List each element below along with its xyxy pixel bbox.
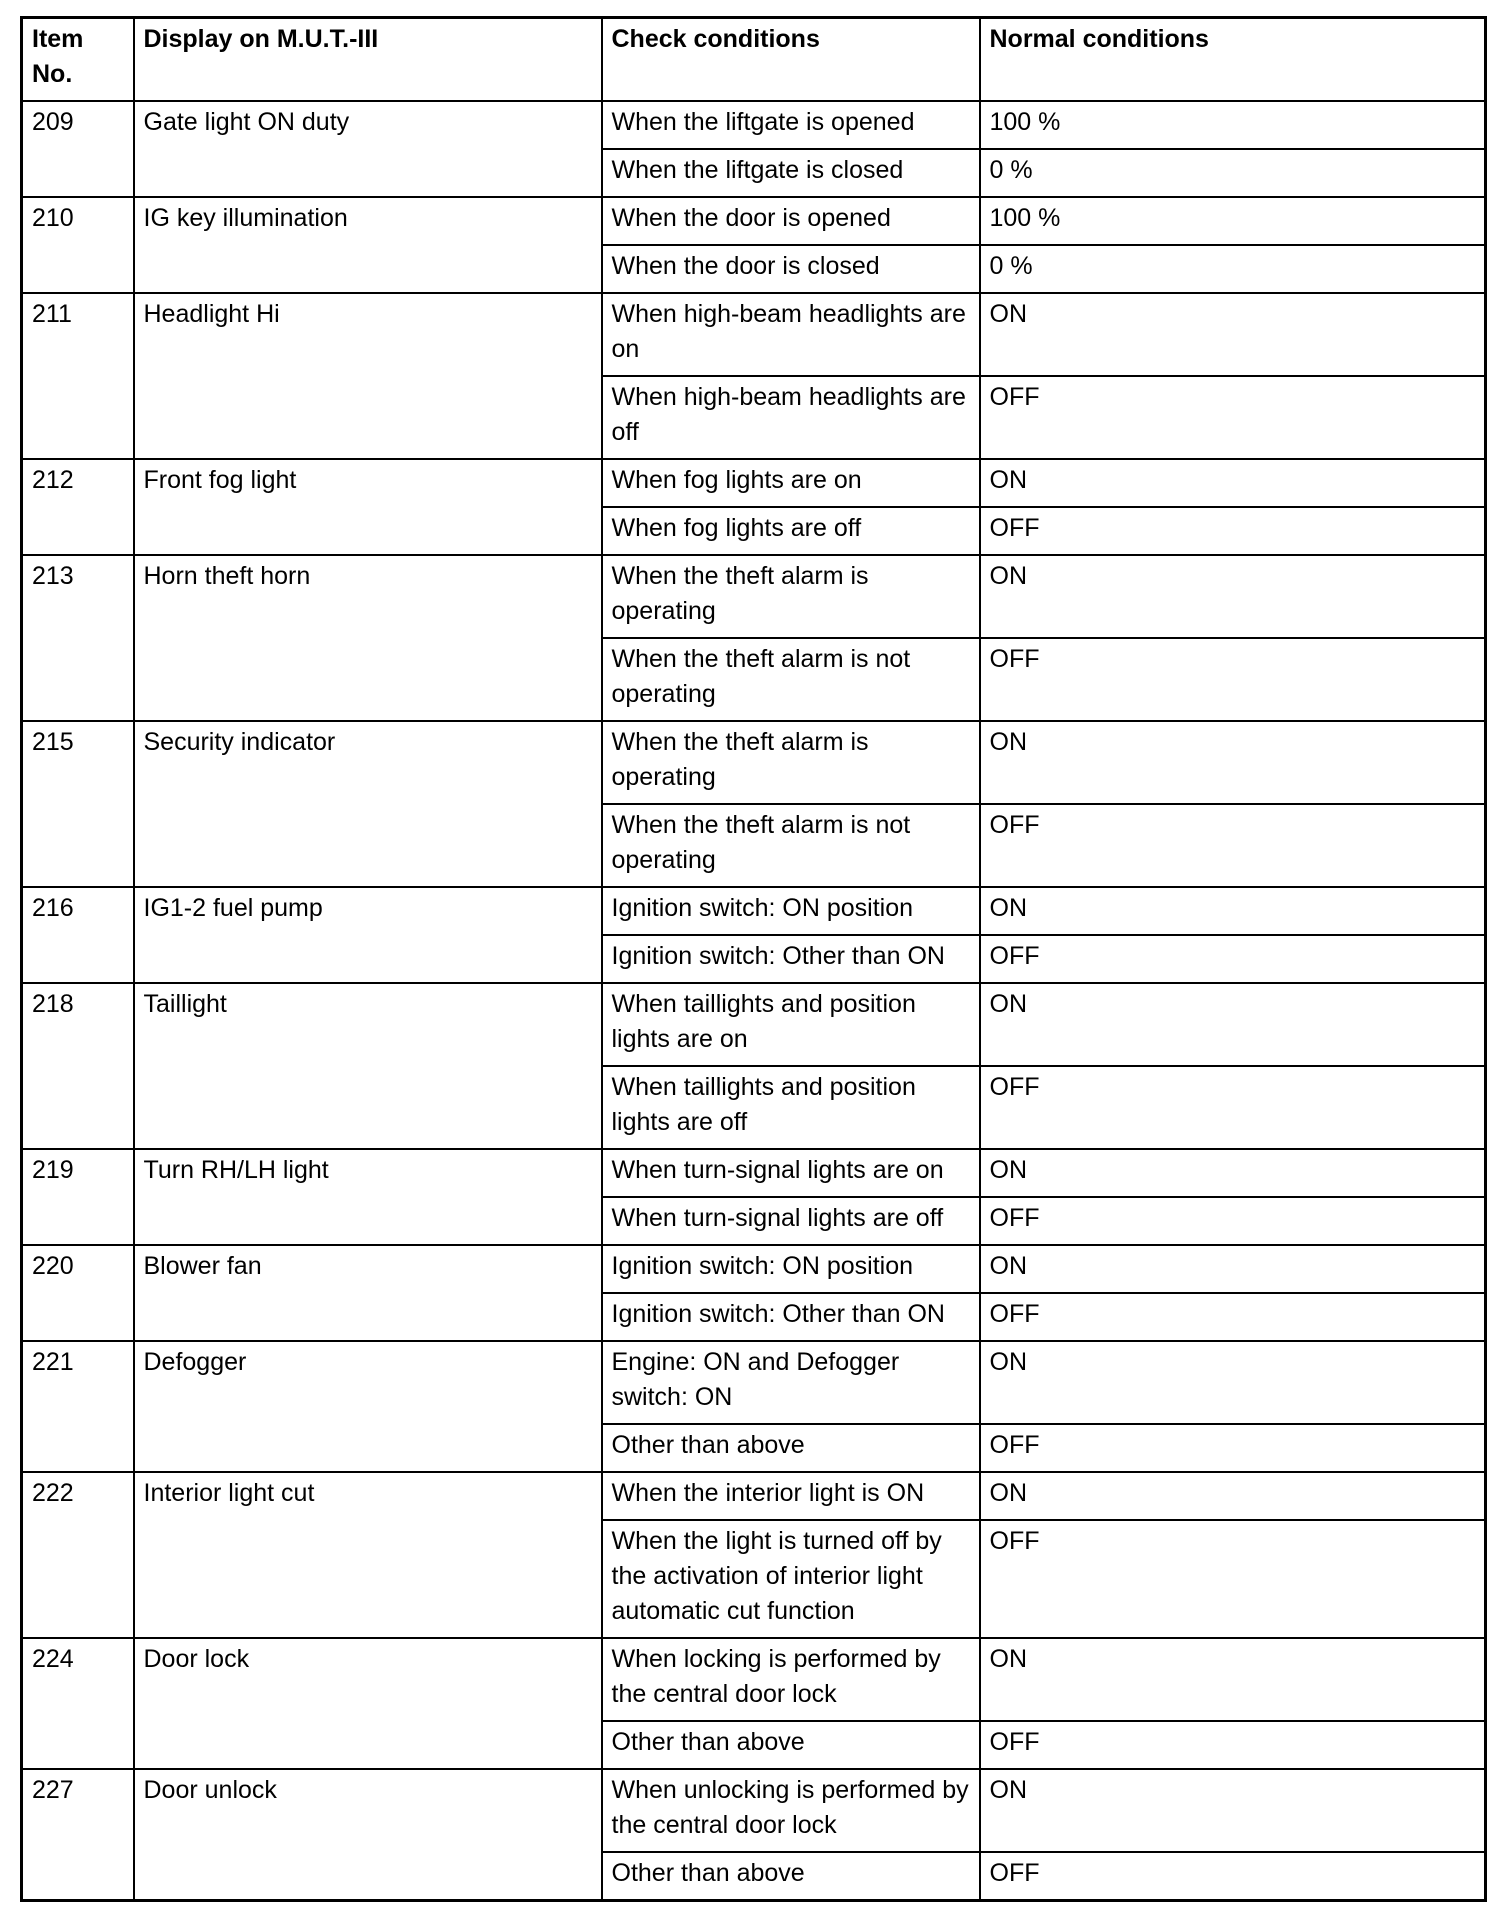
table-row [22, 101, 1486, 149]
check-condition-cell: When the theft alarm is operating [602, 721, 980, 804]
check-condition-cell: When the liftgate is closed [602, 149, 980, 197]
normal-condition-cell: ON [980, 1472, 1486, 1520]
table-row [22, 459, 1486, 507]
normal-condition-cell: 100 % [980, 101, 1486, 149]
normal-condition-cell: OFF [980, 1293, 1486, 1341]
item-no-cell: 220 [22, 1245, 134, 1341]
check-condition-cell: When the theft alarm is operating [602, 555, 980, 638]
check-condition-cell: When the light is turned off by the activation of interior light automatic cut function [602, 1520, 980, 1638]
check-condition-cell: When the door is closed [602, 245, 980, 293]
item-no-cell: 219 [22, 1149, 134, 1245]
table-row [22, 555, 1486, 638]
display-name-cell: Defogger [134, 1341, 602, 1472]
normal-condition-cell: OFF [980, 1424, 1486, 1472]
item-no-cell: 227 [22, 1769, 134, 1901]
item-no-cell: 209 [22, 101, 134, 197]
normal-condition-cell: ON [980, 983, 1486, 1066]
display-name-cell: Front fog light [134, 459, 602, 555]
normal-condition-cell: OFF [980, 1721, 1486, 1769]
display-name-cell: IG1-2 fuel pump [134, 887, 602, 983]
normal-condition-cell: ON [980, 555, 1486, 638]
normal-condition-cell: ON [980, 1769, 1486, 1852]
item-no-cell: 221 [22, 1341, 134, 1472]
header-row [22, 18, 1486, 102]
check-condition-cell: When unlocking is performed by the central door lock [602, 1769, 980, 1852]
check-condition-cell: Other than above [602, 1424, 980, 1472]
table-row [22, 1245, 1486, 1293]
normal-condition-cell: ON [980, 1245, 1486, 1293]
normal-condition-cell: ON [980, 887, 1486, 935]
table-row [22, 197, 1486, 245]
check-condition-cell: When taillights and position lights are on [602, 983, 980, 1066]
table-row [22, 1341, 1486, 1424]
normal-condition-cell: ON [980, 721, 1486, 804]
display-name-cell: Blower fan [134, 1245, 602, 1341]
table-row [22, 1472, 1486, 1520]
item-no-cell: 218 [22, 983, 134, 1149]
normal-condition-cell: 100 % [980, 197, 1486, 245]
normal-condition-cell: 0 % [980, 149, 1486, 197]
table-header [22, 18, 1486, 102]
table-row [22, 293, 1486, 376]
header-check-conditions: Check conditions [602, 18, 980, 102]
table-row [22, 1769, 1486, 1852]
normal-condition-cell: ON [980, 459, 1486, 507]
table-row [22, 887, 1486, 935]
header-item-no: Item No. [22, 18, 134, 102]
check-condition-cell: When the theft alarm is not operating [602, 804, 980, 887]
item-no-cell: 210 [22, 197, 134, 293]
normal-condition-cell: OFF [980, 376, 1486, 459]
display-name-cell: Headlight Hi [134, 293, 602, 459]
check-condition-cell: When the liftgate is opened [602, 101, 980, 149]
check-condition-cell: Ignition switch: ON position [602, 1245, 980, 1293]
display-name-cell: Interior light cut [134, 1472, 602, 1638]
table-body [22, 101, 1486, 1901]
check-condition-cell: When taillights and position lights are off [602, 1066, 980, 1149]
check-condition-cell: Engine: ON and Defogger switch: ON [602, 1341, 980, 1424]
item-no-cell: 213 [22, 555, 134, 721]
normal-condition-cell: ON [980, 1638, 1486, 1721]
item-no-cell: 211 [22, 293, 134, 459]
check-condition-cell: When the interior light is ON [602, 1472, 980, 1520]
item-no-cell: 215 [22, 721, 134, 887]
normal-condition-cell: OFF [980, 1066, 1486, 1149]
normal-condition-cell: OFF [980, 1520, 1486, 1638]
table-row [22, 1638, 1486, 1721]
item-no-cell: 222 [22, 1472, 134, 1638]
mut3-data-list-table [20, 16, 1487, 1902]
check-condition-cell: Ignition switch: ON position [602, 887, 980, 935]
item-no-cell: 224 [22, 1638, 134, 1769]
normal-condition-cell: 0 % [980, 245, 1486, 293]
check-condition-cell: When high-beam headlights are on [602, 293, 980, 376]
check-condition-cell: When the theft alarm is not operating [602, 638, 980, 721]
item-no-cell: 212 [22, 459, 134, 555]
check-condition-cell: When turn-signal lights are on [602, 1149, 980, 1197]
display-name-cell: Gate light ON duty [134, 101, 602, 197]
check-condition-cell: When the door is opened [602, 197, 980, 245]
header-normal-conditions: Normal conditions [980, 18, 1486, 102]
display-name-cell: Turn RH/LH light [134, 1149, 602, 1245]
check-condition-cell: When turn-signal lights are off [602, 1197, 980, 1245]
check-condition-cell: Other than above [602, 1721, 980, 1769]
display-name-cell: Taillight [134, 983, 602, 1149]
table-row [22, 983, 1486, 1066]
normal-condition-cell: OFF [980, 1197, 1486, 1245]
normal-condition-cell: OFF [980, 804, 1486, 887]
display-name-cell: Security indicator [134, 721, 602, 887]
normal-condition-cell: ON [980, 293, 1486, 376]
table-row [22, 721, 1486, 804]
item-no-cell: 216 [22, 887, 134, 983]
check-condition-cell: When high-beam headlights are off [602, 376, 980, 459]
normal-condition-cell: OFF [980, 638, 1486, 721]
display-name-cell: Door unlock [134, 1769, 602, 1901]
display-name-cell: Horn theft horn [134, 555, 602, 721]
table-row [22, 1149, 1486, 1197]
display-name-cell: IG key illumination [134, 197, 602, 293]
check-condition-cell: Other than above [602, 1852, 980, 1901]
header-display-on-mut3: Display on M.U.T.-III [134, 18, 602, 102]
display-name-cell: Door lock [134, 1638, 602, 1769]
check-condition-cell: When locking is performed by the central door lock [602, 1638, 980, 1721]
check-condition-cell: Ignition switch: Other than ON [602, 935, 980, 983]
check-condition-cell: When fog lights are on [602, 459, 980, 507]
check-condition-cell: Ignition switch: Other than ON [602, 1293, 980, 1341]
normal-condition-cell: OFF [980, 935, 1486, 983]
normal-condition-cell: ON [980, 1341, 1486, 1424]
normal-condition-cell: ON [980, 1149, 1486, 1197]
normal-condition-cell: OFF [980, 1852, 1486, 1901]
normal-condition-cell: OFF [980, 507, 1486, 555]
check-condition-cell: When fog lights are off [602, 507, 980, 555]
